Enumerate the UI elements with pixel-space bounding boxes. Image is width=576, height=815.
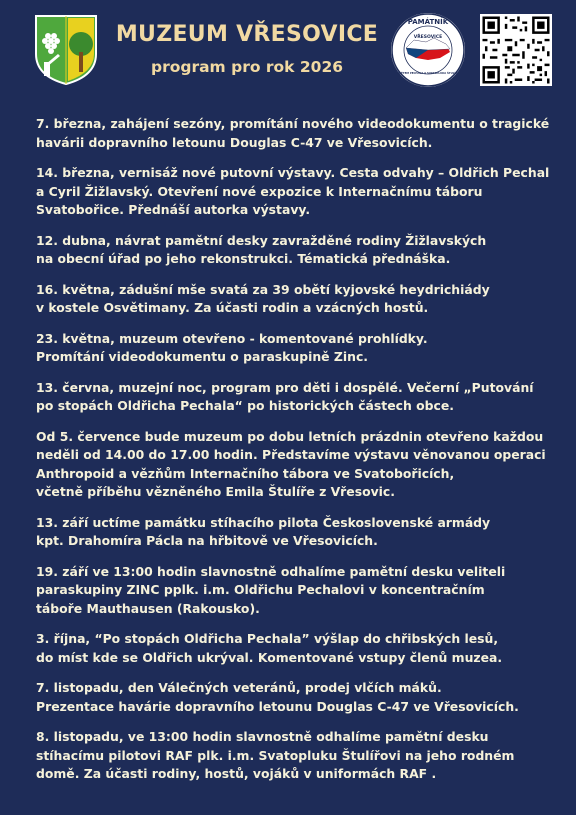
- event-item: [36, 428, 546, 502]
- header: [0, 0, 576, 110]
- event-text-line: 8. listopadu, ve 13:00 hodin slavnostně odhalíme pamětní desku: [36, 729, 489, 744]
- event-text-line: 19. září ve 13:00 hodin slavnostně odhalíme pamětní desku veliteli: [36, 563, 506, 579]
- event-text-line: do míst kde se Oldřich ukrýval. Komentované vstupy členů muzea.: [36, 649, 503, 665]
- event-text-line: na obecní úřad po jeho rekonstrukci. Tématická přednáška.: [36, 251, 451, 266]
- event-text-line: 3. října, “Po stopách Oldřicha Pechala” výšlap do chřibských lesů,: [36, 631, 499, 646]
- event-text-line: Promítání videodokumentu o paraskupině Zinc.: [36, 349, 368, 364]
- event-text-line: stíhacímu pilotovi RAF plk. i.m. Svatopluku Štulířovi na jeho rodném: [36, 747, 515, 763]
- event-item: [36, 379, 546, 416]
- event-item: [36, 281, 546, 318]
- memorial-badge-icon: [390, 12, 466, 88]
- event-text-line: 13. září uctíme památku stíhacího pilota Československé armády: [36, 514, 491, 530]
- page-subtitle: program pro rok 2026: [150, 58, 344, 76]
- event-item: [36, 115, 550, 152]
- event-text-line: Od 5. července bude muzeum po dobu letních prázdnin otevřeno každou: [36, 428, 544, 444]
- event-text-line: Prezentace havárie dopravního letounu Douglas C-47 ve Vřesovicích.: [36, 698, 519, 714]
- event-text-line: v kostele Osvětimany. Za účasti rodin a vzácných hostů.: [36, 300, 429, 315]
- event-item: [36, 514, 546, 551]
- qr-code-icon[interactable]: [480, 14, 552, 86]
- event-text-line: Anthropoid a vězňům Internačního tábora ve Svatobořicích,: [36, 465, 455, 481]
- badge-bottom-text: OBĚTEM PECHALA A SVATOPLUKA ŠTULÍŘE: [396, 72, 460, 75]
- event-item: [36, 330, 546, 367]
- event-text-line: paraskupiny ZINC pplk. i.m. Oldřichu Pechalovi v koncentračním: [36, 582, 485, 597]
- event-list: [36, 115, 550, 796]
- page-title: MUZEUM VŘESOVICE: [115, 22, 379, 47]
- event-text-line: táboře Mauthausen (Rakousko).: [36, 600, 260, 616]
- event-text-line: havárii dopravního letounu Douglas C-47 ve Vřesovicích.: [36, 134, 433, 150]
- event-text-line: a Cyril Žižlavský. Otevření nové expozice k Internačnímu táboru: [36, 183, 483, 199]
- event-text-line: 7. listopadu, den Válečných veteránů, prodej vlčích máků.: [36, 680, 442, 695]
- event-text-line: Svatobořice. Přednáší autorka výstavy.: [36, 202, 311, 217]
- event-item: [36, 232, 546, 269]
- event-text-line: včetně příběhu vězněného Emila Štulíře z Vřesovic.: [36, 484, 395, 499]
- event-text-line: 14. března, vernisáž nové putovní výstavy. Cesta odvahy – Oldřich Pechal: [36, 165, 550, 180]
- event-text-line: 16. května, zádušní mše svatá za 39 obětí kyjovské heydrichiády: [36, 281, 490, 297]
- event-text-line: 12. dubna, návrat pamětní desky zavražděné rodiny Žižlavských: [36, 232, 487, 248]
- event-item: [36, 563, 546, 619]
- event-text-line: 13. června, muzejní noc, program pro děti i dospělé. Večerní „Putování: [36, 379, 534, 395]
- event-text-line: kpt. Drahomíra Pácla na hřbitově ve Vřesovicích.: [36, 533, 378, 548]
- event-item: [36, 630, 546, 667]
- coat-of-arms-icon: [34, 14, 98, 86]
- event-item: [36, 728, 546, 784]
- event-item: [36, 679, 546, 716]
- badge-mid-text: VŘESOVICE: [413, 35, 443, 40]
- event-text-line: neděli od 14.00 do 17.00 hodin. Představíme výstavu věnovanou operaci: [36, 447, 546, 462]
- event-text-line: 7. března, zahájení sezóny, promítání nového videodokumentu o tragické: [36, 116, 550, 131]
- event-item: [36, 164, 550, 220]
- event-text-line: po stopách Oldřicha Pechala“ po historických částech obce.: [36, 398, 454, 413]
- event-text-line: 23. května, muzeum otevřeno - komentované prohlídky.: [36, 330, 428, 346]
- badge-top-text: PAMÁTNÍK: [407, 18, 449, 26]
- event-text-line: domě. Za účasti rodiny, hostů, vojáků v uniformách RAF .: [36, 766, 437, 781]
